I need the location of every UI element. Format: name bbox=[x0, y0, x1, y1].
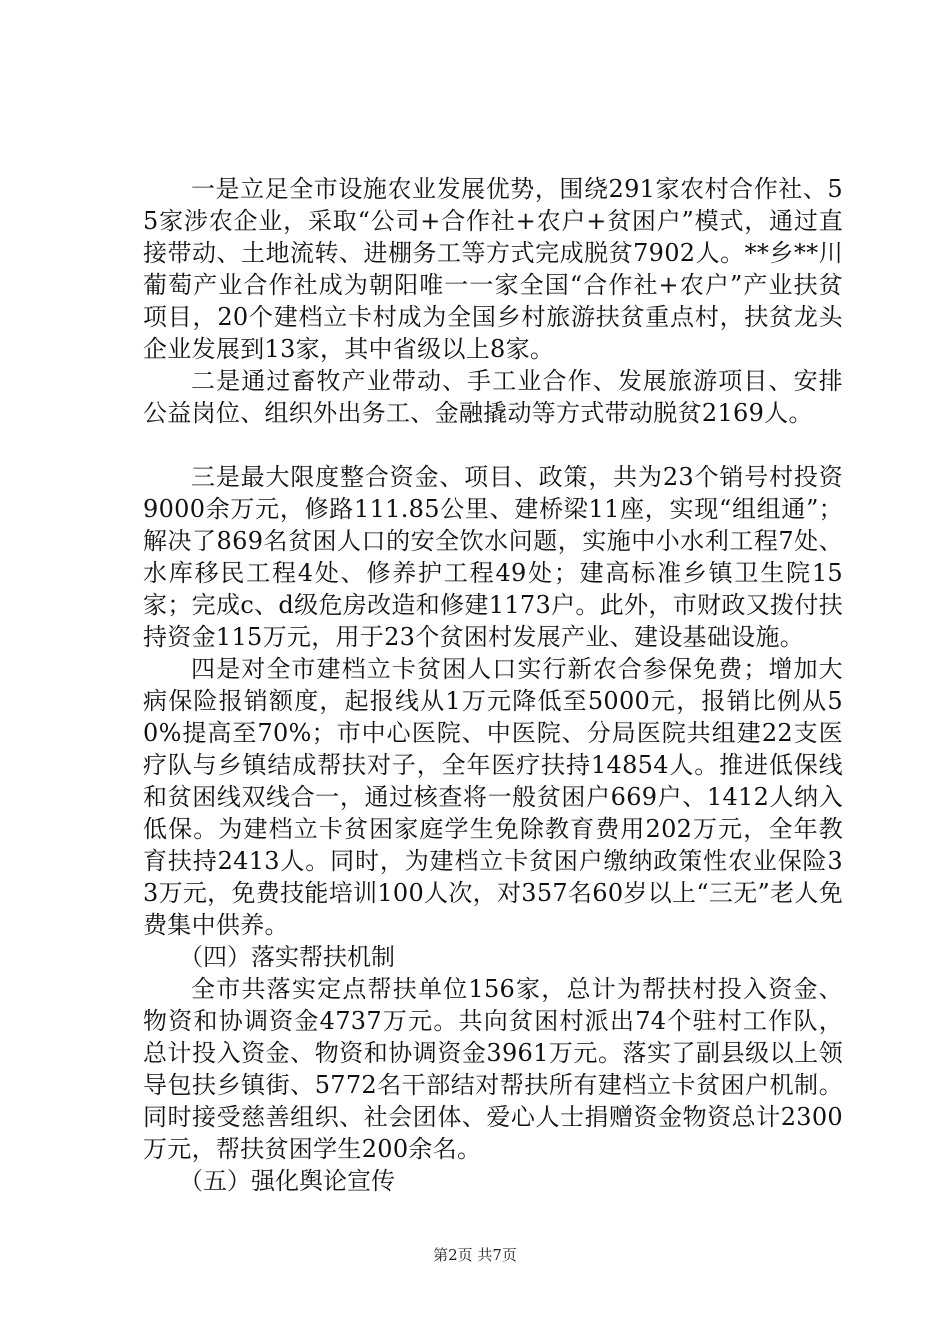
paragraph-medical-education: 四是对全市建档立卡贫困人口实行新农合参保免费；增加大病保险报销额度，起报线从1万元降低至5000元，报销比例从50%提高至70%；市中心医院、中医院、分局医院共组建22支医疗队与乡镇结成帮扶对子，全年医疗扶持14854人。推进低保线和贫困线双线合一，通过核查将一般贫困户669户、1412人纳入低保。为建档立卡贫困家庭学生免除教育费用202万元，全年教育扶持2413人。同时，为建档立卡贫困户缴纳政策性农业保险33万元，免费技能培训100人次，对357名60岁以上“三无”老人免费集中供养。 bbox=[143, 655, 843, 939]
section-heading-5: （五）强化舆论宣传 bbox=[179, 1167, 395, 1195]
document-body bbox=[143, 173, 843, 1197]
page-number-footer: 第2页 共7页 bbox=[433, 1246, 517, 1264]
paragraph-agriculture: 一是立足全市设施农业发展优势，围绕291家农村合作社、55家涉农企业，采取“公司+合作社+农户+贫困户”模式，通过直接带动、土地流转、进棚务工等方式完成脱贫7902人。**乡**川葡萄产业合作社成为朝阳唯一一家全国“合作社+农户”产业扶贫项目，20个建档立卡村成为全国乡村旅游扶贫重点村，扶贫龙头企业发展到13家，其中省级以上8家。 bbox=[143, 175, 843, 363]
paragraph-infrastructure: 三是最大限度整合资金、项目、政策，共为23个销号村投资9000余万元，修路111.85公里、建桥梁11座，实现“组组通”；解决了869名贫困人口的安全饮水问题，实施中小水利工程7处、水库移民工程4处、修养护工程49处；建高标准乡镇卫生院15家；完成c、d级危房改造和修建1173户。此外，市财政又拨付扶持资金115万元，用于23个贫困村发展产业、建设基础设施。 bbox=[143, 463, 843, 651]
section-heading-4: （四）落实帮扶机制 bbox=[179, 943, 395, 971]
paragraph-assistance-mechanism: 全市共落实定点帮扶单位156家，总计为帮扶村投入资金、物资和协调资金4737万元。共向贫困村派出74个驻村工作队，总计投入资金、物资和协调资金3961万元。落实了副县级以上领导包扶乡镇街、5772名干部结对帮扶所有建档立卡贫困户机制。同时接受慈善组织、社会团体、爱心人士捐赠资金物资总计2300万元，帮扶贫困学生200余名。 bbox=[143, 975, 843, 1163]
paragraph-livestock: 二是通过畜牧产业带动、手工业合作、发展旅游项目、安排公益岗位、组织外出务工、金融撬动等方式带动脱贫2169人。 bbox=[143, 367, 843, 427]
